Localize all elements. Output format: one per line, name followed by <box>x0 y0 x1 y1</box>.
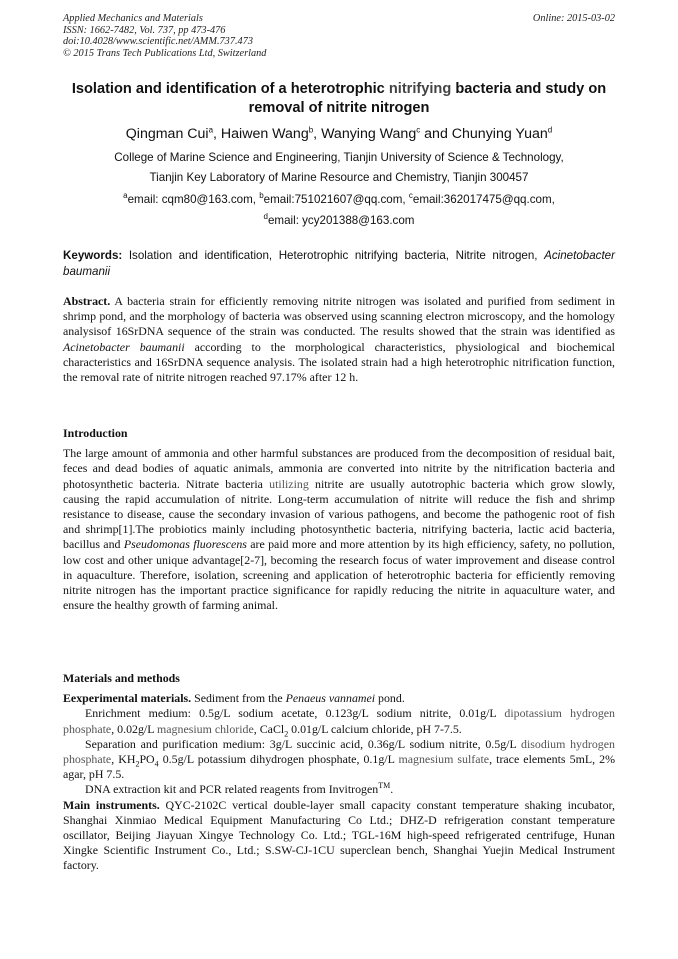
sep-text: , trace elements 5mL, 2% agar, pH 7.5. <box>63 752 615 782</box>
email-mark: d <box>263 212 268 222</box>
instruments-text: QYC-2102C vertical double-layer small capacity constant temperature shaking incubator, Shanghai Xinmiao Medical Equipment Manufacturing Co Ltd.; DHZ-D refrigeration constant temperature oscillator, Beijing Jiayuan Xingye Technology Co. Ltd.; TGL-16M high-speed refrigerated centrifuge, Hunan Xingke Scientific Instrument Co., Ltd.; S.SW-CJ-1CU superclean bench, Shanghai Yuejin Medical Instrument factory. <box>63 797 615 873</box>
introduction-section <box>63 426 615 613</box>
abstract-text: according to the morphological characteristics, physiological and biochemical characteristics and 16SrDNA sequence analysis. The isolated strain had a high heterotrophic nitrification function, the removal rate of nitrite nitrogen reached 97.17% after 12 h. <box>63 339 615 385</box>
enrich-highlight: dipotassium hydrogen phosphate <box>63 706 615 736</box>
dna-text: DNA extraction kit and PCR related reagents from Invitrogen <box>85 782 379 797</box>
subscript: 2 <box>284 728 289 738</box>
sep-highlight: disodium hydrogen phosphate <box>63 736 615 767</box>
subscript: 2 <box>135 759 140 769</box>
abstract-label: Abstract. <box>63 294 111 308</box>
author-mark: c <box>416 125 421 135</box>
exp-text: Sediment from the <box>191 691 286 706</box>
enrich-text: , 0.02g/L <box>111 721 158 736</box>
author: Haiwen Wang <box>220 126 309 142</box>
sep-text: PO <box>139 752 155 767</box>
issn: ISSN: 1662-7482, Vol. 737, pp 473-476 <box>63 24 226 36</box>
section-heading: Introduction <box>63 426 128 440</box>
enrich-highlight: magnesium chloride <box>157 721 254 736</box>
email[interactable]: email:751021607@qq.com, <box>263 193 409 206</box>
intro-text: The large amount of ammonia and other harmful substances are produced from the decomposition of residual bait, feces and dead bodies of aquatic animals, ammonia are converted into nitrite by the nitrification bacteria and photosynthetic bacteria. Nitrate bacteria <box>63 446 615 491</box>
email-mark: c <box>408 191 413 201</box>
affiliation: Tianjin Key Laboratory of Marine Resource and Chemistry, Tianjin 300457 <box>149 171 529 184</box>
email[interactable]: email:362017475@qq.com, <box>412 193 555 206</box>
title-part: Isolation and identification of a heterotrophic <box>71 81 389 97</box>
abstract <box>63 294 615 385</box>
journal-meta <box>63 13 266 59</box>
paper-title <box>63 80 615 118</box>
enrich-text: Enrichment medium: 0.5g/L sodium acetate, 0.123g/L sodium nitrite, 0.01g/L <box>85 706 505 721</box>
dna-text: . <box>390 782 394 797</box>
sep-text: , KH <box>111 752 136 767</box>
online-date: Online: 2015-03-02 <box>532 13 615 24</box>
author-mark: a <box>208 125 214 135</box>
keywords-label: Keywords: <box>63 249 123 262</box>
author-sep: , <box>313 126 322 142</box>
affiliation: College of Marine Science and Engineering, Tianjin University of Science & Technology, <box>114 151 564 164</box>
author: Chunying Yuan <box>451 126 548 142</box>
email-mark: a <box>123 191 128 201</box>
exp-label: Eexperimental materials. <box>63 691 192 706</box>
abstract-text: A bacteria strain for efficiently removing nitrite nitrogen was isolated and purified from sediment in shrimp pond, and the morphology of bacteria was observed using scanning electron microscopy, and the homology analysisof 16SrDNA sequence of the strain was conducted. The results showed that the strain was identified as <box>63 294 615 339</box>
email-mark: b <box>259 191 264 201</box>
sep-text: Separation and purification medium: 3g/L succinic acid, 0.36g/L sodium nitrite, 0.5g/L <box>85 736 522 751</box>
email[interactable]: email: cqm80@163.com, <box>127 193 260 206</box>
keywords <box>63 248 615 279</box>
doi: doi:10.4028/www.scientific.net/AMM.737.473 <box>63 36 253 47</box>
author: Qingman Cui <box>125 126 209 142</box>
title-part: bacteria and study on removal of nitrite nitrogen <box>248 81 607 116</box>
subscript: 4 <box>154 759 159 769</box>
email-line <box>63 211 615 230</box>
introduction-paragraph <box>63 446 615 613</box>
methods-section <box>63 671 615 874</box>
author-sep: and <box>420 126 452 142</box>
email-line <box>63 190 615 209</box>
author-mark: d <box>547 125 553 135</box>
enrich-text: , CaCl <box>253 721 285 736</box>
enrichment-medium <box>63 706 615 736</box>
title-highlight: nitrifying <box>388 81 452 97</box>
trademark: TM <box>378 781 391 791</box>
email[interactable]: email: ycy201388@163.com <box>267 214 415 227</box>
experimental-materials <box>63 691 615 706</box>
intro-italic: Pseudomonas fluorescens <box>123 537 247 552</box>
section-heading: Materials and methods <box>63 671 180 685</box>
copyright: © 2015 Trans Tech Publications Ltd, Switzerland <box>63 47 267 59</box>
sep-text: 0.5g/L potassium dihydrogen phosphate, 0.1g/L <box>158 752 399 767</box>
keywords-text: Isolation and identification, Heterotrophic nitrifying bacteria, Nitrite nitrogen, <box>122 249 545 262</box>
author: Wanying Wang <box>321 126 417 142</box>
author-sep: , <box>213 126 221 142</box>
sep-highlight: magnesium sulfate <box>398 752 490 767</box>
exp-italic: Penaeus vannamei <box>285 691 376 706</box>
intro-highlight: utilizing <box>269 476 309 491</box>
exp-text: pond. <box>375 691 405 706</box>
author-list <box>63 124 615 144</box>
abstract-italic: Acinetobacter baumanii <box>63 339 185 354</box>
intro-text: nitrite are usually autotrophic bacteria which grow slowly, causing the rapid accumulation of nitrite. Long-term accumulation of nitrite will reduce the fish and shrimp resistance to disease, cause the secondary invasion of various pathogens, and become the pathogenic root of fish and shrimp[1].The probiotics mainly including photosynthetic bacteria, nitrifying bacteria, lactic acid bacteria, bacillus and <box>63 476 615 552</box>
keywords-italic: Acinetobacter baumanii <box>63 249 615 278</box>
author-mark: b <box>308 125 314 135</box>
dna-kit <box>63 782 615 797</box>
main-instruments <box>63 798 615 874</box>
separation-medium <box>63 737 615 783</box>
intro-text: are paid more and more attention by its high efficiency, safety, no pollution, low cost and other unique advantage[2-7], becoming the research focus of water improvement and disease control in aquaculture. Therefore, isolation, screening and application of heterotrophic bacteria for efficiently removing nitrite nitrogen has the important practice significance for rapidly reducing the nitrite in aquaculture water, and ensure the healthy growth of farming animal. <box>63 537 615 613</box>
journal-name: Applied Mechanics and Materials <box>63 13 203 24</box>
instruments-label: Main instruments. <box>63 797 160 812</box>
enrich-text: 0.01g/L calcium chloride, pH 7-7.5. <box>288 721 462 736</box>
